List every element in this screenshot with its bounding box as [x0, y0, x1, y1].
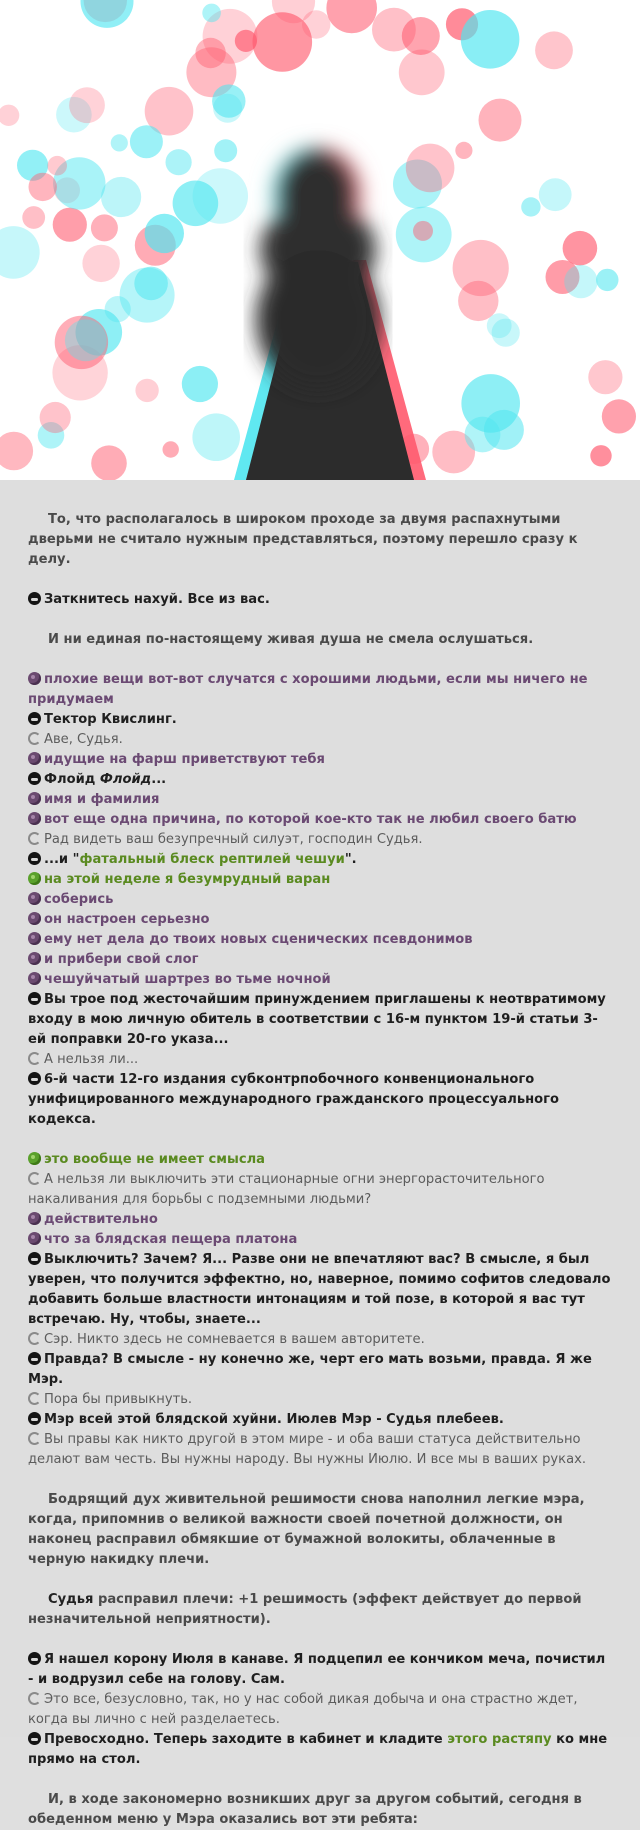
bokeh-bubble [465, 417, 501, 453]
bokeh-bubble [563, 231, 598, 266]
judge-head-icon [28, 1252, 41, 1265]
assistant-crescent-icon [28, 832, 41, 845]
dialogue-line-judge: ...и "фатальный блеск рептилей чешуи". [28, 850, 612, 870]
assistant-crescent-icon [28, 732, 41, 745]
bokeh-bubble [120, 268, 175, 323]
judge-head-icon [28, 1652, 41, 1665]
dialogue-line-green: это вообще не имеет смысла [28, 1150, 612, 1170]
bubbles-silhouette-art [0, 0, 640, 480]
dialogue-line-voice: ему нет дела до твоих новых сценических псевдонимов [28, 930, 612, 950]
bokeh-bubble [195, 38, 225, 68]
bokeh-bubble [235, 30, 257, 52]
bokeh-bubble [596, 269, 618, 291]
dialogue-line-voice: соберись [28, 890, 612, 910]
bokeh-bubble [182, 366, 218, 402]
bokeh-bubble [521, 197, 540, 216]
bokeh-bubble [0, 432, 33, 471]
dialogue-line-assistant: Это все, безусловно, так, но у нас собой дикая добыча и она страстно ждет, когда вы лично с ней разделаетесь. [28, 1692, 578, 1727]
bokeh-bubble [564, 265, 597, 298]
story-content [0, 480, 640, 1827]
bokeh-bubble [101, 177, 141, 217]
bokeh-bubble [406, 144, 455, 193]
dialogue-line-judge: Я нашел корону Июля в канаве. Я подцепил ее кончиком меча, почистил - и водрузил себе на голову. Сам. [28, 1652, 606, 1687]
bokeh-bubble [135, 379, 158, 402]
bokeh-bubble [91, 214, 118, 241]
assistant-crescent-icon [28, 1052, 41, 1065]
judge-head-icon [28, 1732, 41, 1745]
purple-voice-icon [28, 932, 41, 945]
dialogue-line-voice: идущие на фарш приветствуют тебя [28, 750, 612, 770]
bokeh-bubble [213, 94, 242, 123]
bokeh-bubble [22, 206, 45, 229]
narration-paragraph: И, в ходе закономерно возникших друг за другом событий, сегодня в обеденном меню у Мэра оказались вот эти ребята: [28, 1792, 582, 1827]
bokeh-bubble [214, 139, 237, 162]
purple-voice-icon [28, 672, 41, 685]
bokeh-bubble [413, 221, 433, 241]
assistant-crescent-icon [28, 1172, 41, 1185]
judge-head-icon [28, 1072, 41, 1085]
assistant-crescent-icon [28, 1432, 41, 1445]
assistant-crescent-icon [28, 1332, 41, 1345]
purple-voice-icon [28, 912, 41, 925]
dialogue-line-judge: Мэр всей этой блядской хуйни. Июлев Мэр - Судья плебеев. [28, 1410, 612, 1430]
dialogue-line-judge: Заткнитесь нахуй. Все из вас. [28, 590, 612, 610]
bokeh-bubble [0, 226, 40, 279]
purple-voice-icon [28, 1212, 41, 1225]
dialogue-line-voice: имя и фамилия [28, 790, 612, 810]
bokeh-bubble [166, 149, 192, 175]
green-link-text: этого растяпу [447, 1732, 552, 1747]
dialogue-line-judge: Вы трое под жесточайшим принуждением приглашены к неотвратимому входу в мою личную обитель в соответствии с 16-м пунктом 19-й статьи 3-ей поправки 20-го указа... [28, 992, 606, 1047]
assistant-crescent-icon [28, 1692, 41, 1705]
purple-voice-icon [28, 812, 41, 825]
dialogue-line-assistant: Сэр. Никто здесь не сомневается в вашем авторитете. [28, 1330, 612, 1350]
assistant-crescent-icon [28, 1392, 41, 1405]
bokeh-bubble [145, 214, 184, 253]
purple-voice-icon [28, 752, 41, 765]
dialogue-line-assistant: Вы правы как никто другой в этом мире - и оба ваши статуса действительно делают вам честь. Вы нужны народу. Вы нужны Июлю. И все мы в ваших руках. [28, 1432, 587, 1467]
bokeh-bubble [130, 125, 163, 158]
bokeh-bubble [173, 181, 219, 227]
bokeh-bubble [590, 445, 611, 466]
hero-illustration [0, 0, 640, 480]
judge-head-icon [28, 852, 41, 865]
dialogue-line-judge: 6-й части 12-го издания субконтрпобочного конвенционального унифицированного международного гражданского процессуального кодекса. [28, 1072, 559, 1127]
narration-paragraph: То, что располагалось в широком проходе за двумя распахнутыми дверьми не считало нужным представляться, поэтому перешло сразу к делу. [28, 512, 578, 567]
purple-voice-icon [28, 952, 41, 965]
dialogue-line-judge: Правда? В смысле - ну конечно же, черт его мать возьми, правда. Я же Мэр. [28, 1352, 592, 1387]
bokeh-bubble [455, 142, 472, 159]
bokeh-bubble [453, 240, 509, 296]
judge-head-icon [28, 592, 41, 605]
bokeh-bubble [602, 399, 636, 433]
judge-head-icon [28, 992, 41, 1005]
bokeh-bubble [202, 4, 221, 23]
bokeh-bubble [539, 178, 572, 211]
bokeh-bubble [47, 156, 67, 176]
bokeh-bubble [53, 208, 87, 242]
dialogue-line-assistant: А нельзя ли... [28, 1050, 612, 1070]
dialogue-line-judge: Выключить? Зачем? Я... Разве они не впечатляют вас? В смысле, я был уверен, что получится эффектно, но, наверное, помимо софитов следовало добавить больше властности интонациям и той позе, в которой я вас тут встречаю. Ну, чтобы, знаете... [28, 1252, 611, 1327]
purple-voice-icon [28, 792, 41, 805]
bokeh-bubble [29, 173, 57, 201]
bokeh-bubble [192, 413, 240, 461]
bokeh-bubble [0, 105, 19, 126]
dialogue-line-judge: Превосходно. Теперь заходите в кабинет и кладите этого растяпу ко мне прямо на стол. [28, 1732, 608, 1767]
bokeh-bubble [487, 313, 512, 338]
dialogue-line-assistant: Рад видеть ваш безупречный силуэт, господин Судья. [28, 830, 612, 850]
dialogue-line-voice: и прибери свой слог [28, 950, 612, 970]
purple-voice-icon [28, 972, 41, 985]
dialogue-line-assistant: Аве, Судья. [28, 730, 612, 750]
bokeh-bubble [479, 99, 522, 142]
dialogue-line-green: на этой неделе я безумрудный варан [28, 870, 612, 890]
judge-head-icon [28, 772, 41, 785]
bokeh-bubble [326, 0, 377, 33]
dialogue-line-assistant: Пора бы привыкнуть. [28, 1390, 612, 1410]
bokeh-bubble [82, 245, 119, 282]
dialogue-line-voice: вот еще одна причина, по которой кое-кто так не любил своего батю [28, 810, 612, 830]
bokeh-bubble [163, 441, 179, 457]
dialogue-line-voice: плохие вещи вот-вот случатся с хорошими людьми, если мы ничего не придумаем [28, 672, 588, 707]
bokeh-bubble [399, 50, 445, 96]
bokeh-bubble [372, 8, 416, 52]
bokeh-bubble [535, 31, 573, 69]
judge-head-icon [28, 1412, 41, 1425]
bokeh-bubble [65, 319, 107, 361]
judge-head-icon [28, 712, 41, 725]
bokeh-bubble [461, 10, 520, 69]
judge-head-icon [28, 1352, 41, 1365]
dialogue-line-voice: действительно [28, 1210, 612, 1230]
bokeh-bubble [588, 360, 622, 394]
narration-paragraph: И ни единая по-настоящему живая душа не смела ослушаться. [48, 632, 534, 647]
status-effect-paragraph: Судья расправил плечи: +1 решимость (эффект действует до первой незначительной неприятности). [28, 1592, 582, 1627]
dialogue-line-judge: Тектор Квислинг. [28, 710, 612, 730]
bokeh-bubble [40, 402, 71, 433]
green-voice-icon [28, 1152, 41, 1165]
purple-voice-icon [28, 1232, 41, 1245]
bokeh-bubble [81, 0, 134, 28]
bokeh-bubble [111, 134, 128, 151]
dialogue-line-voice: он настроен серьезно [28, 910, 612, 930]
bokeh-bubble [69, 87, 105, 123]
purple-voice-icon [28, 892, 41, 905]
dialogue-line-assistant: А нельзя ли выключить эти стационарные огни энергорасточительного накаливания для борьбы с подземными людьми? [28, 1172, 545, 1207]
narration-paragraph: Бодрящий дух живительной решимости снова наполнил легкие мэра, когда, припомнив о великой важности своей почетной должности, он наконец расправил обмякшие от бумажной волокиты, облаченные в черную накидку плечи. [28, 1492, 585, 1567]
dialogue-line-judge: Флойд Флойд... [28, 770, 612, 790]
dialogue-line-voice: чешуйчатый шартрез во тьме ночной [28, 970, 612, 990]
green-voice-icon [28, 872, 41, 885]
bokeh-bubble [91, 445, 127, 480]
dialogue-line-voice: что за блядская пещера платона [28, 1230, 612, 1250]
